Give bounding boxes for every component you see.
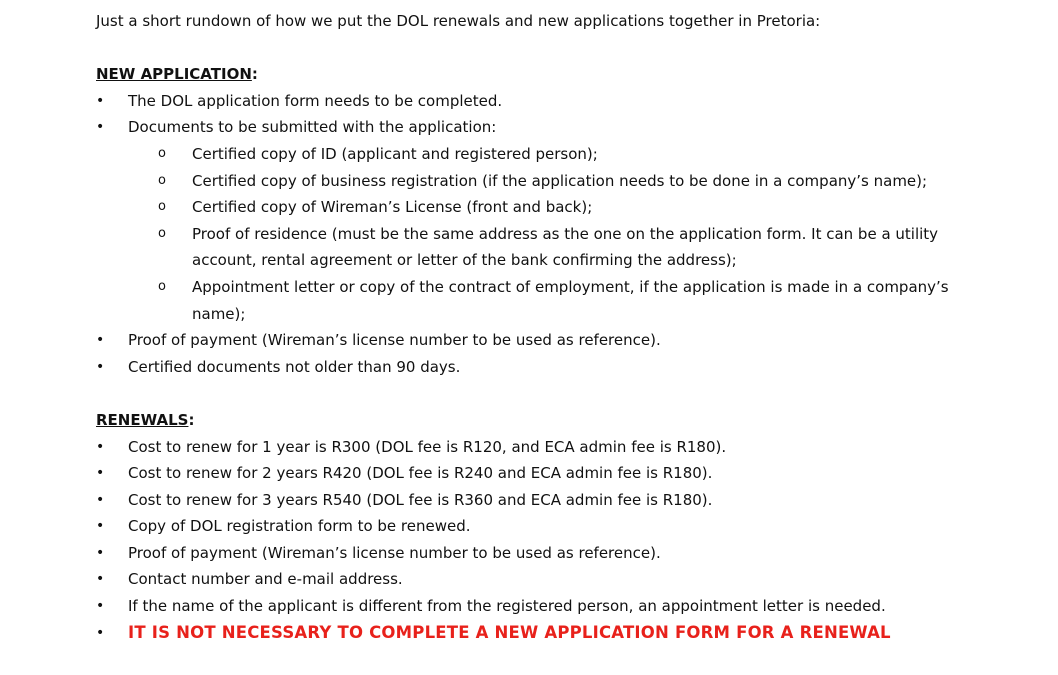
bullet-icon: •	[96, 119, 105, 136]
bullet-icon: •	[96, 598, 105, 615]
list-item-text: Contact number and e-mail address.	[128, 570, 403, 589]
list-item-text: The DOL application form needs to be completed.	[128, 91, 503, 110]
sub-list-item	[96, 274, 1036, 301]
list-item-text: Cost to renew for 3 years R540 (DOL fee is R360 and ECA admin fee is R180).	[128, 490, 713, 509]
bullet-icon: •	[96, 571, 105, 588]
bullet-icon: •	[96, 624, 105, 641]
sub-list-item-text: Appointment letter or copy of the contract of employment, if the application is made in a company’s	[192, 277, 949, 296]
sub-list-item	[96, 168, 1036, 195]
list-item	[96, 487, 1036, 514]
intro-paragraph: Just a short rundown of how we put the DOL renewals and new applications together in Pretoria:	[96, 12, 821, 30]
renewal-warning-text: IT IS NOT NECESSARY TO COMPLETE A NEW APPLICATION FORM FOR A RENEWAL	[128, 622, 891, 642]
new-application-heading-colon: :	[251, 65, 258, 84]
warning-item	[96, 620, 1036, 647]
circle-bullet-icon: o	[158, 145, 166, 161]
list-item	[96, 460, 1036, 487]
bullet-icon: •	[96, 358, 105, 375]
list-item	[96, 566, 1036, 593]
new-application-heading	[96, 61, 1036, 88]
renewals-heading-colon: :	[188, 410, 195, 429]
list-item	[96, 434, 1036, 461]
spacer	[96, 35, 1036, 62]
list-item-text: If the name of the applicant is different from the registered person, an appointment letter is needed.	[128, 597, 886, 616]
list-item	[96, 593, 1036, 620]
sub-list-item	[96, 221, 1036, 248]
sub-list-item	[96, 194, 1036, 221]
spacer	[96, 380, 1036, 407]
sub-list-item-text: name);	[192, 304, 246, 323]
sub-list-item-continuation	[96, 247, 1036, 274]
list-item	[96, 513, 1036, 540]
circle-bullet-icon: o	[158, 225, 166, 241]
list-item-text: Certified documents not older than 90 days.	[128, 357, 461, 376]
bullet-icon: •	[96, 438, 105, 455]
bullet-icon: •	[96, 518, 105, 535]
list-item	[96, 327, 1036, 354]
list-item	[96, 114, 1036, 141]
list-item-text: Cost to renew for 2 years R420 (DOL fee is R240 and ECA admin fee is R180).	[128, 464, 713, 483]
list-item-text: Copy of DOL registration form to be renewed.	[128, 517, 471, 536]
list-item	[96, 540, 1036, 567]
document-body	[96, 8, 1036, 646]
circle-bullet-icon: o	[158, 278, 166, 294]
sub-list-item-continuation	[96, 301, 1036, 328]
sub-list-item-text: Certified copy of business registration (if the application needs to be done in a company’s name);	[192, 171, 928, 190]
list-item-text: Documents to be submitted with the application:	[128, 118, 497, 137]
sub-list-item-text: Certified copy of ID (applicant and registered person);	[192, 144, 598, 163]
list-item-text: Cost to renew for 1 year is R300 (DOL fee is R120, and ECA admin fee is R180).	[128, 437, 727, 456]
sub-list-item-text: Certified copy of Wireman’s License (front and back);	[192, 198, 593, 217]
list-item-text: Proof of payment (Wireman’s license number to be used as reference).	[128, 331, 661, 350]
bullet-icon: •	[96, 465, 105, 482]
bullet-icon: •	[96, 332, 105, 349]
renewals-heading	[96, 407, 1036, 434]
bullet-icon: •	[96, 92, 105, 109]
list-item	[96, 354, 1036, 381]
renewals-heading-text: RENEWALS	[96, 410, 189, 429]
list-item-text: Proof of payment (Wireman’s license number to be used as reference).	[128, 543, 661, 562]
circle-bullet-icon: o	[158, 172, 166, 188]
bullet-icon: •	[96, 544, 105, 561]
sub-list-item	[96, 141, 1036, 168]
circle-bullet-icon: o	[158, 199, 166, 215]
list-item	[96, 88, 1036, 115]
sub-list-item-text: Proof of residence (must be the same address as the one on the application form. It can be a utility	[192, 224, 939, 243]
sub-list-item-text: account, rental agreement or letter of the bank confirming the address);	[192, 251, 737, 270]
new-application-heading-text: NEW APPLICATION	[96, 65, 252, 84]
bullet-icon: •	[96, 491, 105, 508]
